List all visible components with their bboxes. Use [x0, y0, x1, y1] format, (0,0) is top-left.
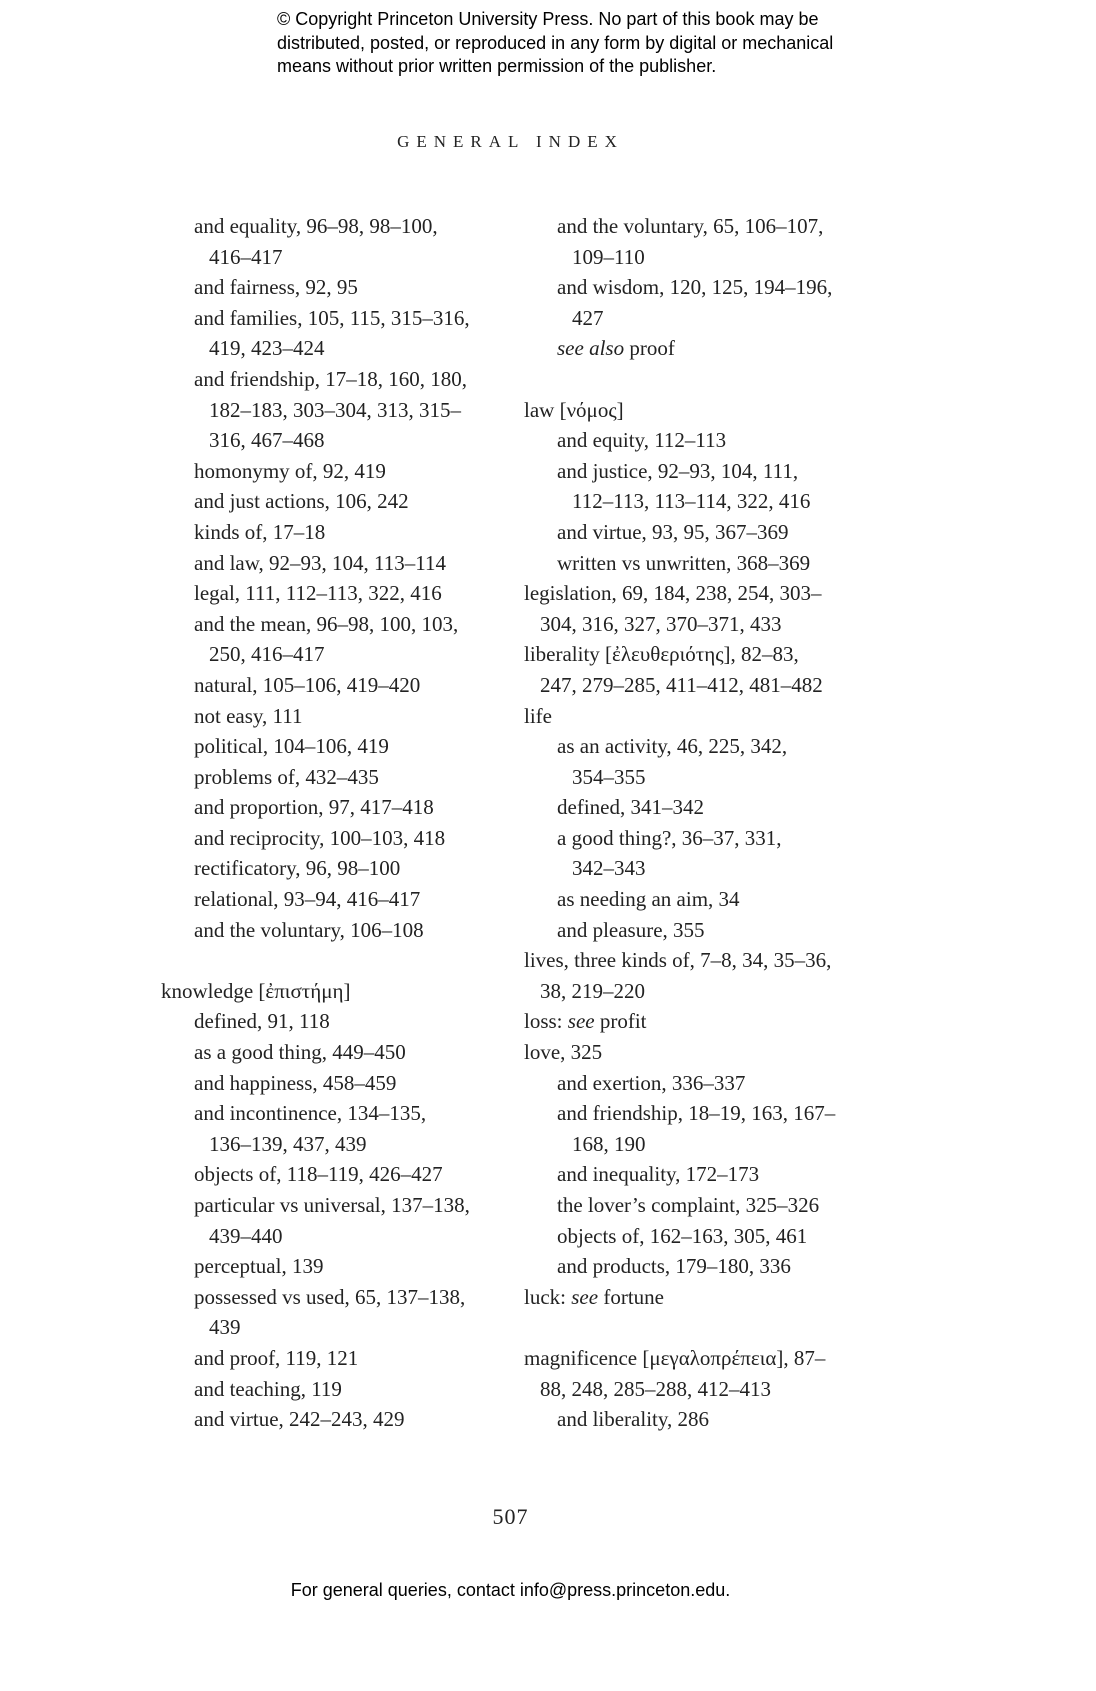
- index-entry-text: 304, 316, 327, 370–371, 433: [540, 611, 782, 636]
- index-entry: [161, 915, 521, 946]
- index-entry-text: and proportion, 97, 417–418: [194, 795, 434, 820]
- index-entry: [524, 578, 884, 609]
- index-entry-text: kinds of, 17–18: [194, 519, 326, 544]
- index-entry-text: 427: [572, 305, 604, 330]
- index-entry-text: 109–110: [572, 244, 645, 269]
- index-column-right: [524, 211, 884, 1435]
- index-entry: [161, 884, 521, 915]
- index-entry: [161, 456, 521, 487]
- index-entry-text: 38, 219–220: [540, 978, 645, 1003]
- index-entry-text: and justice, 92–93, 104, 111,: [557, 458, 799, 483]
- index-cross-reference: see: [567, 1009, 595, 1034]
- index-cross-reference: see also: [557, 336, 625, 361]
- index-entry-text: homonymy of, 92, 419: [194, 458, 386, 483]
- index-entry: [161, 853, 521, 884]
- index-entry-text: liberality [ἐλευθεριότης], 82–83,: [524, 642, 799, 667]
- index-entry-text: and products, 179–180, 336: [557, 1254, 791, 1279]
- index-entry: [524, 456, 884, 487]
- index-entry: [161, 1374, 521, 1405]
- index-entry: [161, 1037, 521, 1068]
- index-entry: [524, 486, 884, 517]
- index-entry: [524, 1374, 884, 1405]
- index-entry: [524, 609, 884, 640]
- index-entry-text: and liberality, 286: [557, 1407, 710, 1432]
- index-entry-text: and proof, 119, 121: [194, 1345, 359, 1370]
- index-entry: [524, 1221, 884, 1252]
- index-entry-text: and virtue, 242–243, 429: [194, 1407, 405, 1432]
- index-spacer: [524, 1312, 884, 1343]
- index-entry: [161, 303, 521, 334]
- index-entry-text: and the voluntary, 106–108: [194, 917, 424, 942]
- index-entry: [161, 823, 521, 854]
- index-entry: [161, 1159, 521, 1190]
- index-entry: [161, 333, 521, 364]
- index-entry: [524, 792, 884, 823]
- index-entry: [524, 701, 884, 732]
- copyright-line: distributed, posted, or reproduced in any form by digital or mechanical: [277, 32, 834, 53]
- index-entry-text: 439–440: [209, 1223, 283, 1248]
- index-entry: [161, 548, 521, 579]
- index-entry-text: 168, 190: [572, 1131, 646, 1156]
- index-entry-text: and equality, 96–98, 98–100,: [194, 214, 438, 238]
- index-entry: [524, 1251, 884, 1282]
- index-entry: [161, 609, 521, 640]
- index-entry: [524, 915, 884, 946]
- index-entry-text: defined, 91, 118: [194, 1009, 330, 1034]
- index-entry-text: rectificatory, 96, 98–100: [194, 856, 401, 881]
- copyright-line: © Copyright Princeton University Press. No part of this book may be: [277, 9, 819, 29]
- index-entry-prefix: luck:: [524, 1284, 572, 1309]
- index-entry: [161, 1129, 521, 1160]
- index-entry: [524, 1282, 884, 1313]
- index-entry-text: and the mean, 96–98, 100, 103,: [194, 611, 459, 636]
- index-cross-reference: see: [571, 1284, 599, 1309]
- index-entry: [524, 242, 884, 273]
- index-entry-text: perceptual, 139: [194, 1254, 324, 1279]
- index-entry-text: lives, three kinds of, 7–8, 34, 35–36,: [524, 948, 832, 973]
- index-entry-text: political, 104–106, 419: [194, 734, 389, 759]
- index-entry-text: and pleasure, 355: [557, 917, 705, 942]
- index-entry-text: written vs unwritten, 368–369: [557, 550, 811, 575]
- index-entry-text: 247, 279–285, 411–412, 481–482: [540, 672, 823, 697]
- index-entry: [161, 1343, 521, 1374]
- index-entry-text: and inequality, 172–173: [557, 1162, 760, 1187]
- index-entry-text: and families, 105, 115, 315–316,: [194, 305, 470, 330]
- index-entry: [524, 1068, 884, 1099]
- index-entry: [161, 578, 521, 609]
- index-entry: [161, 1006, 521, 1037]
- index-entry: [524, 1404, 884, 1435]
- index-entry-text: fortune: [598, 1284, 664, 1309]
- index-entry-text: 250, 416–417: [209, 642, 325, 667]
- index-entry: [161, 976, 521, 1007]
- index-entry-text: law [νόμος]: [524, 397, 624, 422]
- index-entry-text: possessed vs used, 65, 137–138,: [194, 1284, 466, 1309]
- index-entry-text: 342–343: [572, 856, 646, 881]
- index-spacer: [524, 364, 884, 395]
- index-entry: [524, 303, 884, 334]
- index-entry-text: love, 325: [524, 1040, 603, 1065]
- index-entry-text: 316, 467–468: [209, 428, 325, 453]
- index-entry: [161, 211, 521, 242]
- index-entry: [161, 731, 521, 762]
- index-entry: [161, 1221, 521, 1252]
- running-head: GENERAL INDEX: [397, 132, 624, 151]
- index-entry: [524, 272, 884, 303]
- index-entry-text: 182–183, 303–304, 313, 315–: [209, 397, 461, 422]
- index-entry: [161, 762, 521, 793]
- index-entry-text: 354–355: [572, 764, 646, 789]
- index-entry: [524, 823, 884, 854]
- index-entry: [161, 639, 521, 670]
- index-spacer: [161, 945, 521, 976]
- index-entry-text: and exertion, 336–337: [557, 1070, 746, 1095]
- index-entry: [524, 731, 884, 762]
- index-entry: [524, 639, 884, 670]
- page-number: 507: [492, 1504, 529, 1529]
- index-entry-text: particular vs universal, 137–138,: [194, 1193, 470, 1217]
- index-entry: [524, 945, 884, 976]
- index-entry: [161, 670, 521, 701]
- index-entry: [524, 976, 884, 1007]
- index-entry: [161, 1190, 521, 1221]
- index-entry: [161, 1068, 521, 1099]
- index-entry: [161, 1098, 521, 1129]
- index-column-left: [161, 211, 521, 1435]
- index-entry-text: and incontinence, 134–135,: [194, 1101, 427, 1126]
- index-entry-text: profit: [594, 1009, 647, 1034]
- index-entry: [524, 884, 884, 915]
- index-entry-text: knowledge [ἐπιστήμη]: [161, 978, 351, 1003]
- index-entry-text: and teaching, 119: [194, 1376, 342, 1401]
- copyright-line: means without prior written permission of the publisher.: [277, 56, 717, 76]
- index-entry-text: problems of, 432–435: [194, 764, 379, 789]
- index-entry: [524, 1129, 884, 1160]
- index-entry-text: as an activity, 46, 225, 342,: [557, 734, 788, 759]
- index-entry-text: relational, 93–94, 416–417: [194, 887, 421, 912]
- index-entry: [161, 272, 521, 303]
- index-entry: [524, 853, 884, 884]
- index-entry: [524, 1098, 884, 1129]
- index-entry-text: 88, 248, 285–288, 412–413: [540, 1376, 771, 1401]
- index-entry-text: magnificence [μεγαλοπρέπεια], 87–: [524, 1345, 826, 1370]
- index-entry: [524, 1006, 884, 1037]
- index-entry-text: and fairness, 92, 95: [194, 275, 358, 300]
- index-entry: [524, 548, 884, 579]
- index-entry-text: objects of, 162–163, 305, 461: [557, 1223, 808, 1248]
- index-entry-text: natural, 105–106, 419–420: [194, 672, 421, 697]
- index-entry-text: a good thing?, 36–37, 331,: [557, 825, 782, 850]
- index-entry-text: and happiness, 458–459: [194, 1070, 397, 1095]
- index-entry: [161, 486, 521, 517]
- index-entry-text: legislation, 69, 184, 238, 254, 303–: [524, 581, 822, 606]
- index-entry: [524, 211, 884, 242]
- index-entry-prefix: loss:: [524, 1009, 568, 1034]
- index-entry: [161, 792, 521, 823]
- index-entry-text: and just actions, 106, 242: [194, 489, 409, 514]
- index-entry: [524, 333, 884, 364]
- index-entry: [524, 670, 884, 701]
- index-entry-text: 112–113, 113–114, 322, 416: [572, 489, 811, 514]
- footer-contact: For general queries, contact info@press.princeton.edu.: [290, 1580, 731, 1600]
- index-entry: [524, 395, 884, 426]
- index-entry-text: and friendship, 17–18, 160, 180,: [194, 366, 467, 391]
- index-entry-text: and law, 92–93, 104, 113–114: [194, 550, 446, 575]
- index-entry: [524, 517, 884, 548]
- index-entry-text: life: [524, 703, 552, 728]
- index-entry: [524, 1159, 884, 1190]
- index-entry: [161, 1282, 521, 1313]
- index-entry: [161, 242, 521, 273]
- index-entry: [161, 517, 521, 548]
- index-entry-text: and friendship, 18–19, 163, 167–: [557, 1101, 836, 1126]
- index-entry-text: 439: [209, 1315, 241, 1340]
- index-entry-text: proof: [624, 336, 675, 361]
- index-entry: [524, 1190, 884, 1221]
- index-entry-text: and equity, 112–113: [557, 428, 727, 453]
- index-entry: [524, 1037, 884, 1068]
- index-entry: [161, 1251, 521, 1282]
- index-entry: [524, 425, 884, 456]
- index-entry: [524, 1343, 884, 1374]
- index-entry-text: objects of, 118–119, 426–427: [194, 1162, 443, 1187]
- index-entry-text: legal, 111, 112–113, 322, 416: [194, 581, 442, 606]
- index-entry-text: and virtue, 93, 95, 367–369: [557, 519, 789, 544]
- index-entry-text: and the voluntary, 65, 106–107,: [557, 214, 824, 238]
- index-entry: [161, 1404, 521, 1435]
- index-entry-text: 136–139, 437, 439: [209, 1131, 367, 1156]
- index-entry-text: and reciprocity, 100–103, 418: [194, 825, 446, 850]
- index-entry-text: 416–417: [209, 244, 283, 269]
- index-entry: [161, 364, 521, 395]
- index-entry-text: as a good thing, 449–450: [194, 1040, 406, 1065]
- index-entry-text: the lover’s complaint, 325–326: [557, 1193, 820, 1217]
- index-entry: [161, 701, 521, 732]
- index-entry: [524, 762, 884, 793]
- index-entry: [161, 1312, 521, 1343]
- index-entry: [161, 425, 521, 456]
- index-entry-text: 419, 423–424: [209, 336, 325, 361]
- copyright-notice: [277, 8, 917, 79]
- index-entry-text: and wisdom, 120, 125, 194–196,: [557, 275, 833, 300]
- index-entry-text: defined, 341–342: [557, 795, 704, 820]
- index-entry-text: not easy, 111: [194, 703, 303, 728]
- index-entry-text: as needing an aim, 34: [557, 887, 740, 912]
- index-entry: [161, 395, 521, 426]
